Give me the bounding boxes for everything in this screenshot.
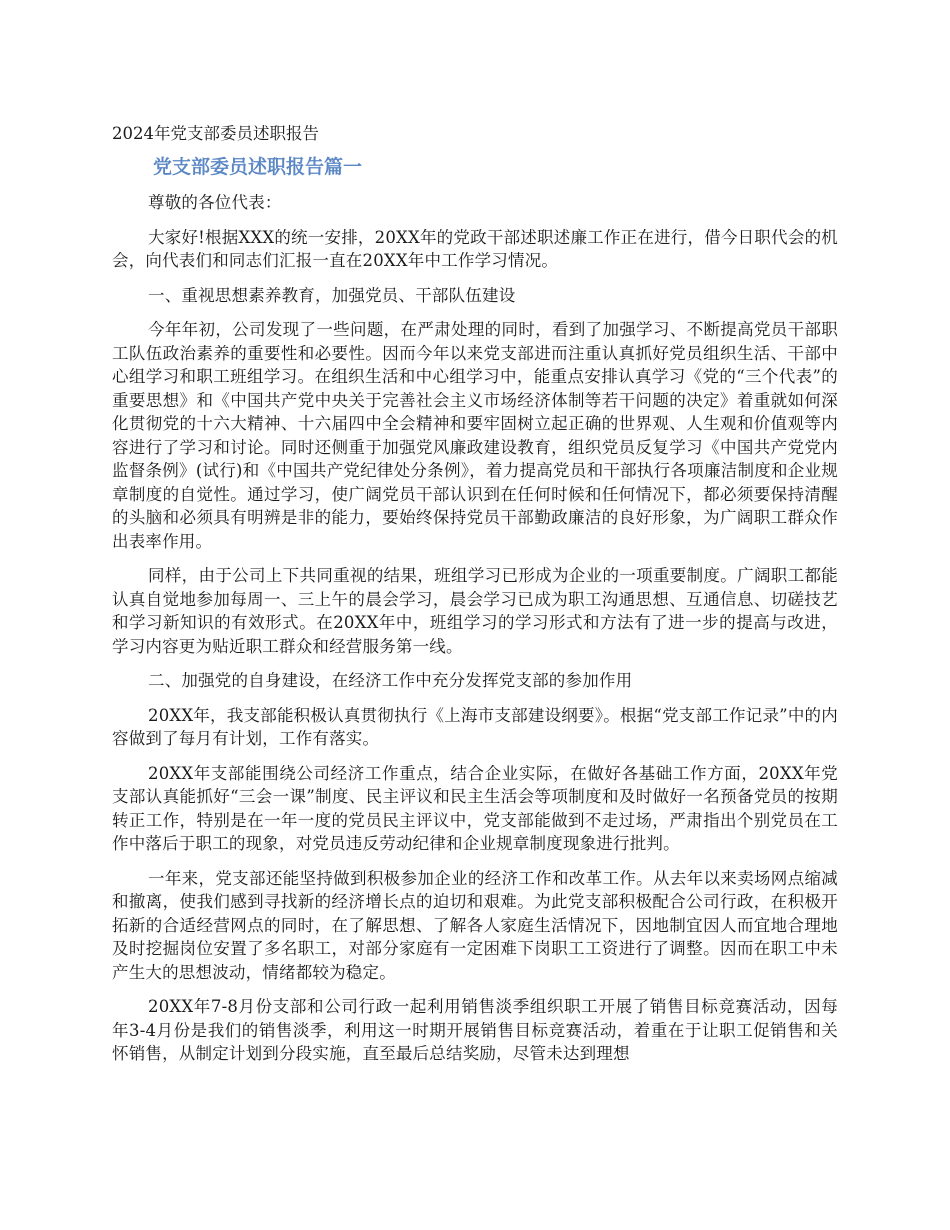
paragraph-economic-work: 一年来，党支部还能坚持做到积极参加企业的经济工作和改革工作。从去年以来卖场网点缩减和撤离，使我们感到寻找新的经济增长点的迫切和艰难。为此党支部积极配合公司行政，在积极开拓新的合适经营网点的同时，在了解思想、了解各人家庭生活情况下，因地制宜因人而宜地合理地及时挖掘岗位安置了多名职工，对部分家庭有一定困难下岗职工工资进行了调整。因而在职工中未产生大的思想波动，情绪都较为稳定。: [112, 868, 838, 982]
document-page: [112, 122, 838, 1077]
subheading-one: 一、重视思想素养教育，加强党员、干部队伍建设: [148, 285, 516, 305]
paragraph-branch-work: 20XX年支部能围绕公司经济工作重点，结合企业实际，在做好各基础工作方面，20XX年党支部认真能抓好“三会一课”制度、民主评议和民主生活会等项制度和及时做好一名预备党员的按期转正工作，特别是在一年一度的党员民主评议中，党支部能做到不走过场，严肃指出个别党员在工作中落后于职工的现象，对党员违反劳动纪律和企业规章制度现象进行批判。: [112, 763, 838, 853]
paragraph-intro: 大家好!根据XXX的统一安排，20XX年的党政干部述职述廉工作正在进行，借今日职代会的机会，向代表们和同志们汇报一直在20XX年中工作学习情况。: [112, 227, 838, 270]
paragraph-salutation: 尊敬的各位代表：: [148, 193, 282, 212]
paragraph-study: 今年年初，公司发现了一些问题，在严肃处理的同时，看到了加强学习、不断提高党员干部职工队伍政治素养的重要性和必要性。因而今年以来党支部进而注重认真抓好党员组织生活、干部中心组学习和职工班组学习。在组织生活和中心组学习中，能重点安排认真学习《党的“三个代表”的重要思想》和《中国共产党中央关于完善社会主义市场经济体制等若干问题的决定》着重就如何深化贯彻党的十六大精神、十六届四中全会精神和要牢固树立起正确的世界观、人生观和价值观等内容进行了学习和讨论。同时还侧重于加强党风廉政建设教育，组织党员反复学习《中国共产党党内监督条例》(试行)和《中国共产党纪律处分条例》，着力提高党员和干部执行各项廉洁制度和企业规章制度的自觉性。通过学习，使广阔党员干部认识到在任何时候和任何情况下，都必须要保持清醒的头脑和必须具有明辨是非的能力，要始终保持党员干部勤政廉洁的良好形象，为广阔职工群众作出表率作用。: [112, 320, 838, 551]
paragraph-team-study: 同样，由于公司上下共同重视的结果，班组学习已形成为企业的一项重要制度。广阔职工都能认真自觉地参加每周一、三上午的晨会学习，晨会学习已成为职工沟通思想、互通信息、切磋技艺和学习新知识的有效形式。在20XX年中，班组学习的学习形式和方法有了进一步的提高与改进，学习内容更为贴近职工群众和经营服务第一线。: [112, 566, 838, 656]
subheading-two: 二、加强党的自身建设，在经济工作中充分发挥党支部的参加作用: [148, 671, 633, 690]
paragraph-sales-contest: 20XX年7-8月份支部和公司行政一起利用销售淡季组织职工开展了销售目标竞赛活动，因每年3-4月份是我们的销售淡季，利用这一时期开展销售目标竞赛活动，着重在于让职工促销售和关怀销售，从制定计划到分段实施，直至最后总结奖励，尽管未达到理想: [112, 997, 838, 1063]
document-title: 2024年党支部委员述职报告: [112, 124, 319, 143]
paragraph-branch-outline: 20XX年，我支部能积极认真贯彻执行《上海市支部建设纲要》。根据“党支部工作记录”中的内容做到了每月有计划，工作有落实。: [112, 705, 838, 748]
section-heading: 党支部委员述职报告篇一: [153, 156, 363, 178]
